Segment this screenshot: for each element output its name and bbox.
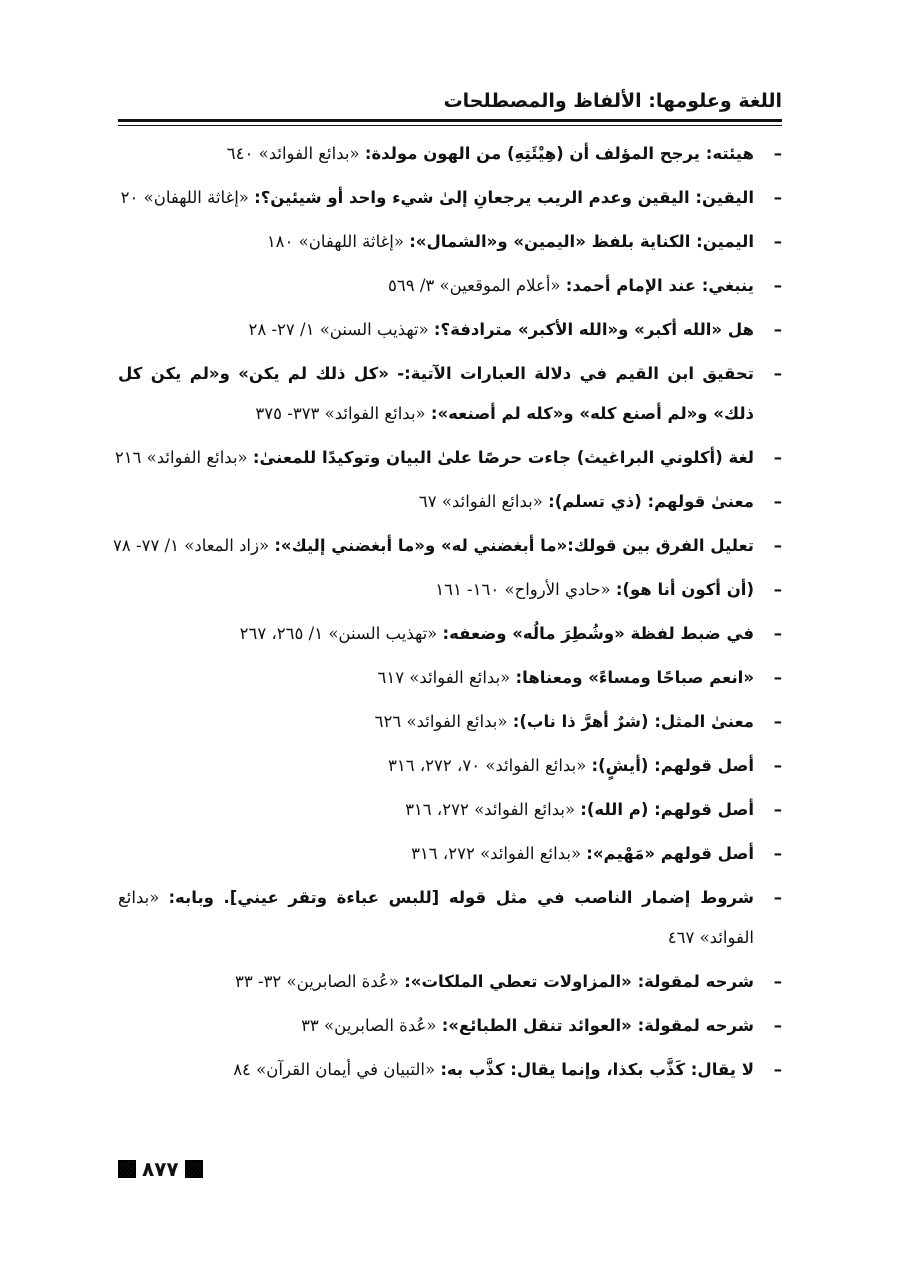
page-header	[118, 86, 782, 118]
list-item: – شرحه لمقولة: «العوائد تنقل الطبائع»: «عُدة الصابرين» ٣٣	[301, 1016, 782, 1035]
index-entries	[113, 132, 782, 1092]
page-footer	[118, 1156, 203, 1182]
page-number: ٨٧٧	[142, 1157, 179, 1181]
list-item: – أصل قولهم «مَهْيم»: «بدائع الفوائد» ٢٧٢، ٣١٦	[411, 844, 782, 863]
ornament-square-icon	[185, 1160, 203, 1178]
header-rule-thin	[118, 125, 782, 126]
list-item: – اليقين: اليقين وعدم الريب يرجعانِ إلىٰ شيء واحد أو شيئين؟: «إغاثة اللهفان» ٢٠	[120, 188, 782, 207]
list-item: – أصل قولهم: (أيشٍ): «بدائع الفوائد» ٧٠، ٢٧٢، ٣١٦	[388, 756, 782, 775]
list-item: – هيئته: يرجح المؤلف أن (هِيْئَتِهِ) من الهون مولدة: «بدائع الفوائد» ٦٤٠	[226, 144, 782, 163]
header-title: اللغة وعلومها: الألفاظ والمصطلحات	[443, 90, 782, 112]
list-item: – هل «الله أكبر» و«الله الأكبر» مترادفة؟: «تهذيب السنن» ١/ ٢٧- ٢٨	[248, 320, 782, 339]
list-item: – تحقيق ابن القيم في دلالة العبارات الآتية:- «كل ذلك لم يكن» و«لم يكن كل ذلك» و«لم أصنع كله» و«كله لم أصنعه»: «بدائع الفوائد» ٣٧٣- ٣٧٥	[118, 364, 782, 423]
list-item: – لغة (أكلوني البراغيث) جاءت حرصًا علىٰ البيان وتوكيدًا للمعنىٰ: «بدائع الفوائد» ٢١٦	[114, 448, 782, 467]
list-item: – تعليل الفرق بين قولك:«ما أبغضني له» و«ما أبغضني إليك»: «زاد المعاد» ١/ ٧٧- ٧٨	[113, 536, 782, 555]
list-item: – أصل قولهم: (م الله): «بدائع الفوائد» ٢٧٢، ٣١٦	[405, 800, 782, 819]
list-item: – لا يقال: كَذَّب بكذا، وإنما يقال: كذَّب به: «التبيان في أيمان القرآن» ٨٤	[233, 1060, 782, 1079]
list-item: – معنىٰ المثل: (شرٌ أهرَّ ذا ناب): «بدائع الفوائد» ٦٢٦	[374, 712, 782, 731]
list-item: – شرحه لمقولة: «المزاولات تعطي الملكات»: «عُدة الصابرين» ٣٢- ٣٣	[235, 972, 782, 991]
list-item: – ينبغي: عند الإمام أحمد: «أعلام الموقعين» ٣/ ٥٦٩	[388, 276, 782, 295]
ornament-square-icon	[118, 1160, 136, 1178]
list-item: – (أن أكون أنا هو): «حادي الأرواح» ١٦٠- ١٦١	[435, 580, 782, 599]
list-item: – «انعم صباحًا ومساءً» ومعناها: «بدائع الفوائد» ٦١٧	[377, 668, 782, 687]
list-item: – شروط إضمار الناصب في مثل قوله [للبس عباءة وتقر عيني]. وبابه: «بدائع الفوائد» ٤٦٧	[118, 888, 782, 947]
list-item: – اليمين: الكناية بلفظ «اليمين» و«الشمال»: «إغاثة اللهفان» ١٨٠	[266, 232, 782, 251]
list-item: – معنىٰ قولهم: (ذي تسلم): «بدائع الفوائد» ٦٧	[418, 492, 782, 511]
header-rule-thick	[118, 119, 782, 122]
list-item: – في ضبط لفظة «وشُطِرَ مالُه» وضعفه: «تهذيب السنن» ١/ ٢٦٥، ٢٦٧	[239, 624, 782, 643]
